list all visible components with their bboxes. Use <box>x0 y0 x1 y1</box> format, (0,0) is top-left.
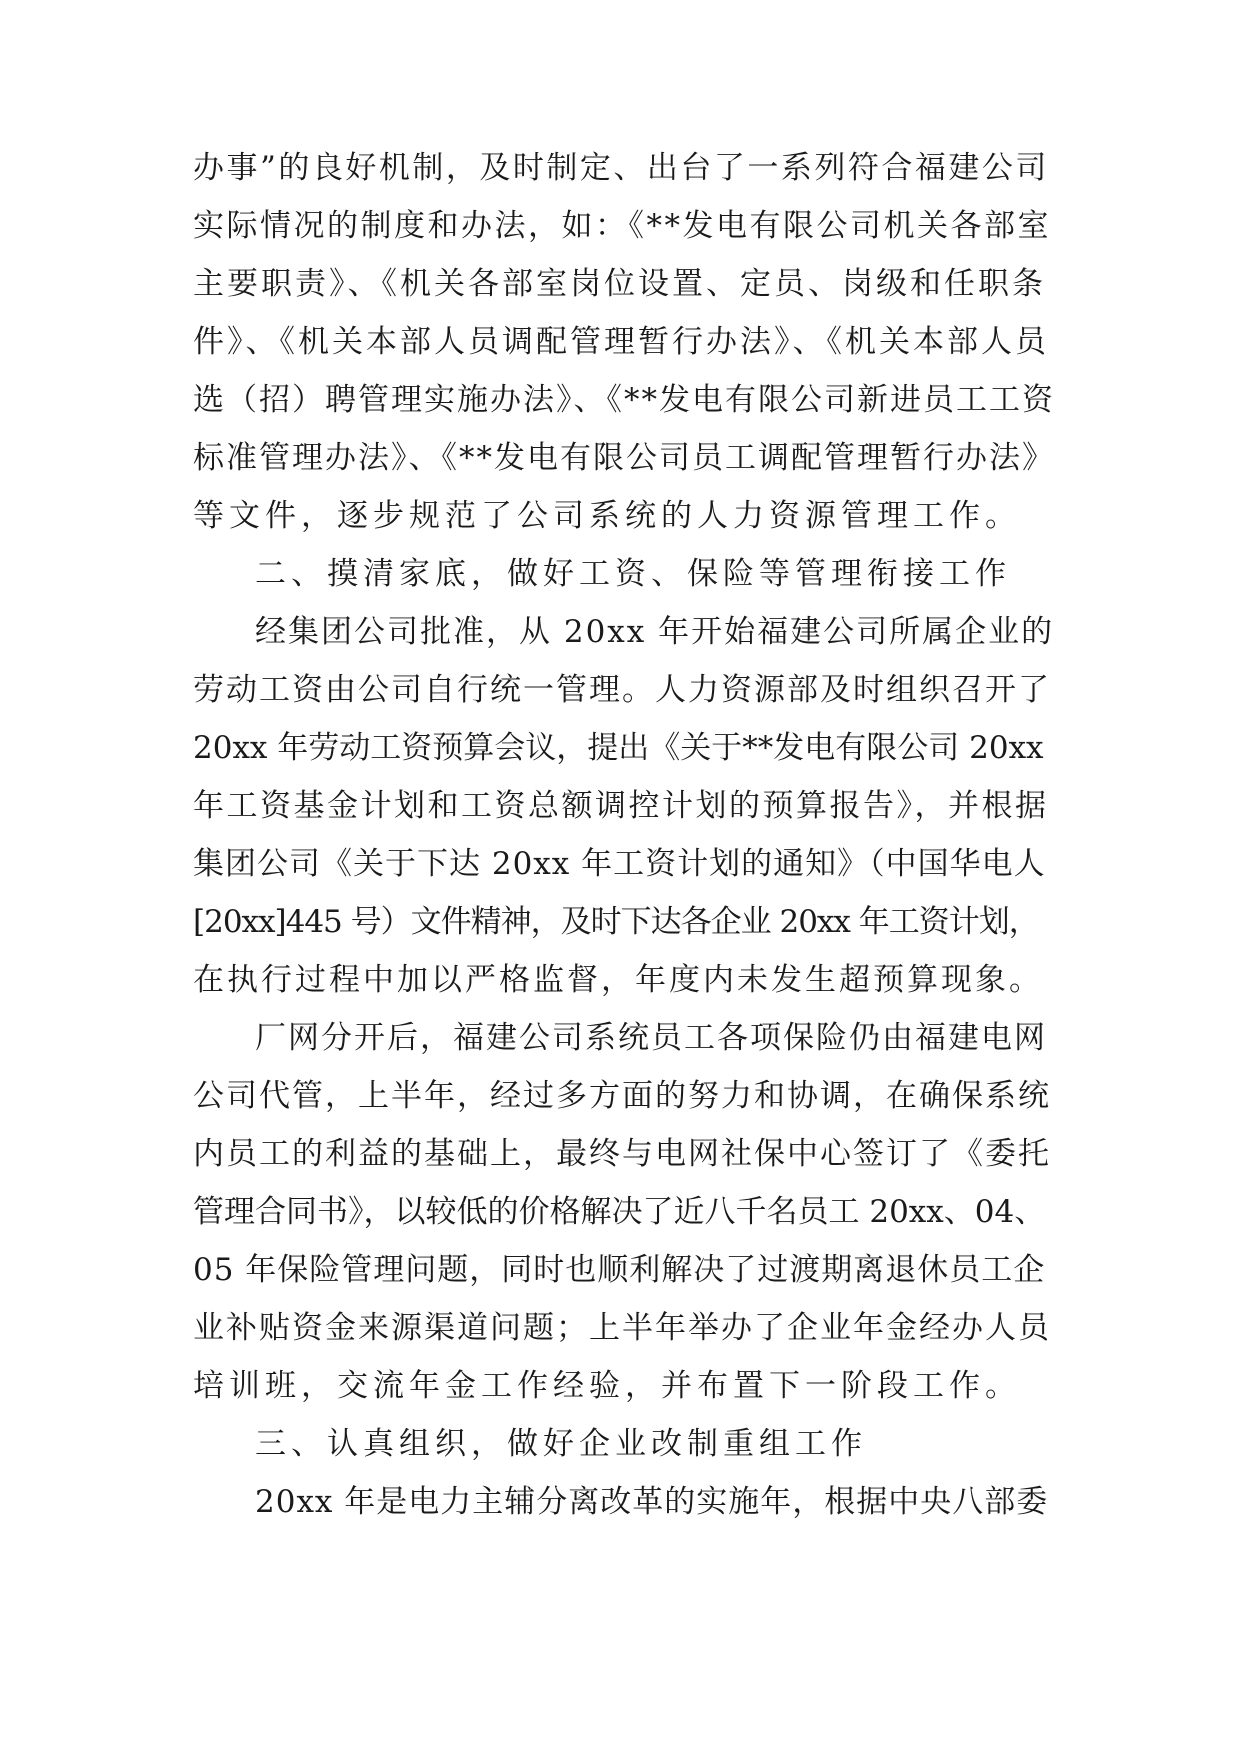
section-heading: 二、摸清家底，做好工资、保险等管理衔接工作 <box>255 556 1011 592</box>
text-line: 公司代管，上半年，经过多方面的努力和协调，在确保系统 <box>193 1078 1051 1114</box>
text-line: 件》、《机关本部人员调配管理暂行办法》、《机关本部人员 <box>193 324 1049 360</box>
text-line: 实际情况的制度和办法，如：《**发电有限公司机关各部室 <box>193 208 1051 244</box>
paragraph-start: 厂网分开后，福建公司系统员工各项保险仍由福建电网 <box>255 1020 1047 1056</box>
text-line: 20xx 年劳动工资预算会议，提出《关于**发电有限公司 20xx <box>193 730 1044 766</box>
paragraph-start: 20xx 年是电力主辅分离改革的实施年，根据中央八部委 <box>255 1484 1049 1520</box>
text-line: 劳动工资由公司自行统一管理。人力资源部及时组织召开了 <box>193 672 1051 708</box>
text-line: 选（招）聘管理实施办法》、《**发电有限公司新进员工工资 <box>193 382 1055 418</box>
text-line: 年工资基金计划和工资总额调控计划的预算报告》，并根据 <box>193 788 1049 824</box>
text-line: 在执行过程中加以严格监督，年度内未发生超预算现象。 <box>193 962 1043 998</box>
section-heading: 三、认真组织，做好企业改制重组工作 <box>255 1426 867 1462</box>
text-line: [20xx]445 号）文件精神，及时下达各企业 20xx 年工资计划， <box>193 904 1039 940</box>
text-line: 培训班，交流年金工作经验，并布置下一阶段工作。 <box>193 1368 1021 1404</box>
paragraph-start: 经集团公司批准，从 20xx 年开始福建公司所属企业的 <box>255 614 1055 650</box>
text-line: 业补贴资金来源渠道问题；上半年举办了企业年金经办人员 <box>193 1310 1051 1346</box>
text-line: 标准管理办法》、《**发电有限公司员工调配管理暂行办法》 <box>193 440 1055 476</box>
text-line: 等文件，逐步规范了公司系统的人力资源管理工作。 <box>193 498 1021 534</box>
text-line: 内员工的利益的基础上，最终与电网社保中心签订了《委托 <box>193 1136 1051 1172</box>
text-line: 05 年保险管理问题，同时也顺利解决了过渡期离退休员工企 <box>193 1252 1046 1288</box>
text-line: 管理合同书》，以较低的价格解决了近八千名员工 20xx、04、 <box>193 1194 1046 1230</box>
text-line: 集团公司《关于下达 20xx 年工资计划的通知》（中国华电人 <box>193 846 1046 882</box>
text-line: 办事”的良好机制，及时制定、出台了一系列符合福建公司 <box>193 150 1049 186</box>
text-line: 主要职责》、《机关各部室岗位设置、定员、岗级和任职条 <box>193 266 1046 302</box>
